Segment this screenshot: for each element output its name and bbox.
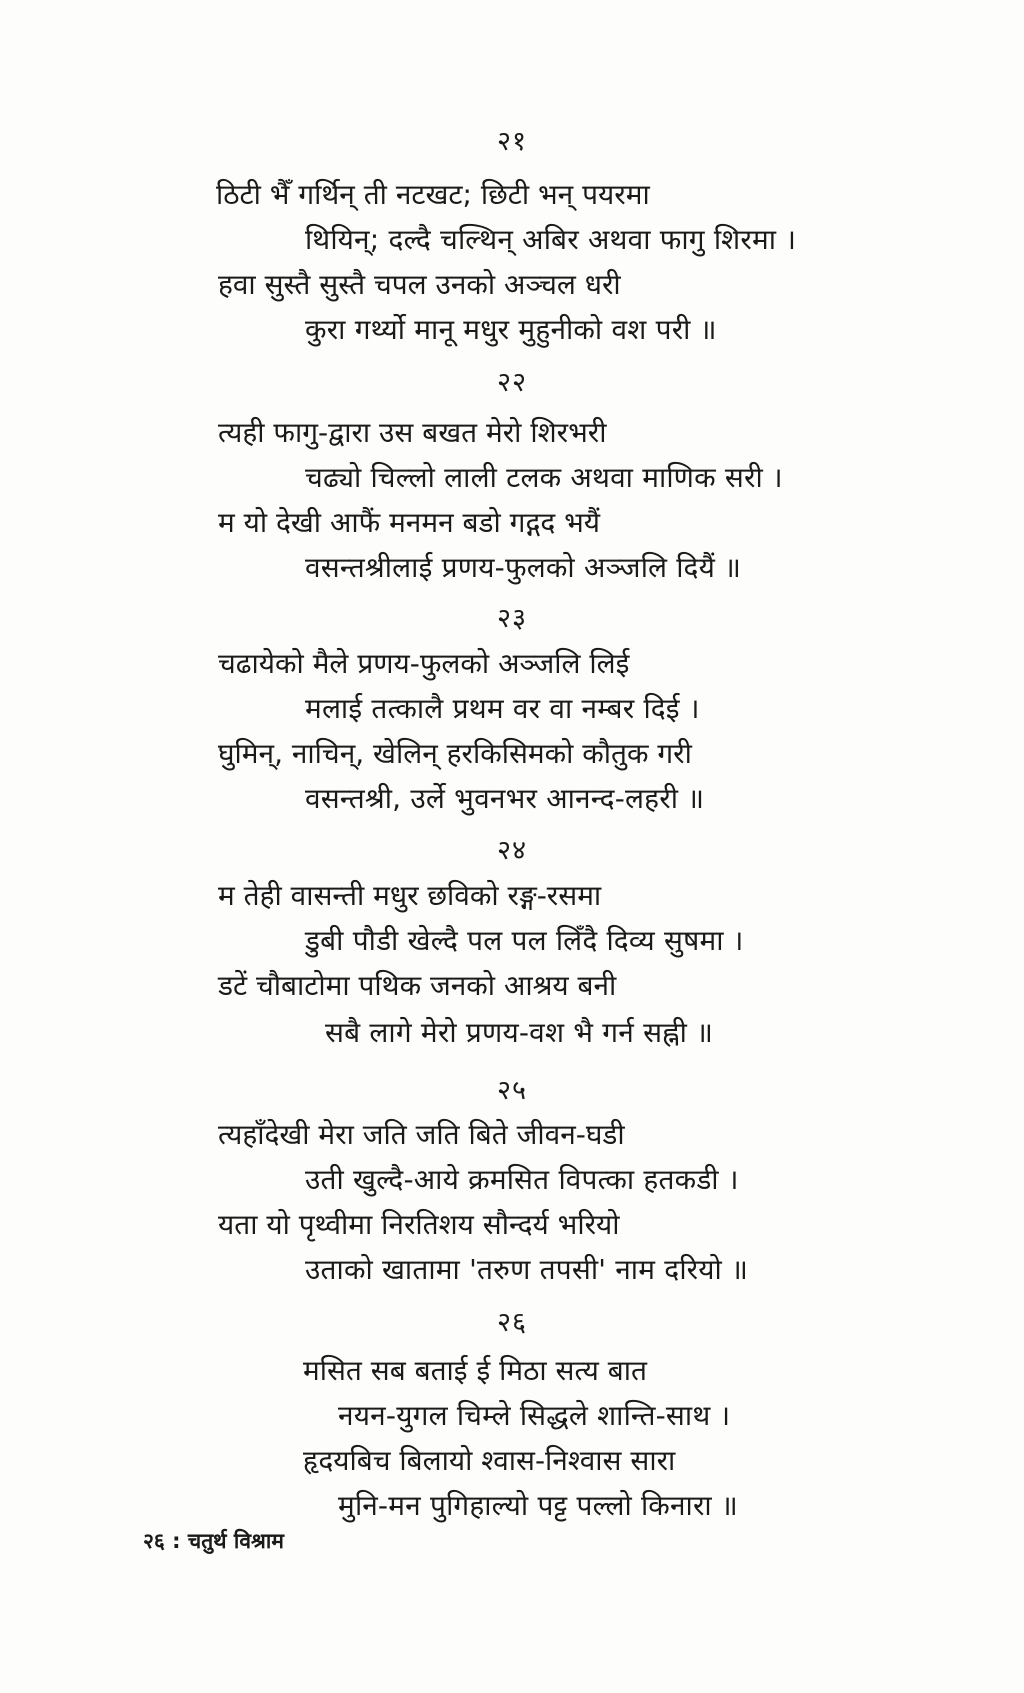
verse-22-line-3: म यो देखी आफैं मनमन बडो गद्गद भयैं <box>218 506 601 539</box>
verse-number-22: २२ <box>496 367 528 398</box>
verse-25-line-2: उती खुल्दै-आये क्रमसित विपत्का हतकडी । <box>305 1163 739 1196</box>
verse-25-line-4: उताको खातामा 'तरुण तपसी' नाम दरियो ॥ <box>305 1253 749 1286</box>
verse-22-line-2: चढ्यो चिल्लो लाली टलक अथवा माणिक सरी । <box>305 461 783 494</box>
verse-23-line-3: घुमिन्, नाचिन्, खेलिन् हरकिसिमको कौतुक गरी <box>218 737 692 770</box>
verse-22-line-4: वसन्तश्रीलाई प्रणय-फुलको अञ्जलि दियैं ॥ <box>305 551 742 584</box>
verse-22-line-1: त्यही फागु-द्वारा उस बखत मेरो शिरभरी <box>218 416 607 449</box>
verse-number-25: २५ <box>496 1075 528 1106</box>
verse-23-line-1: चढायेको मैले प्रणय-फुलको अञ्जलि लिई <box>218 647 630 680</box>
verse-number-24: २४ <box>496 835 528 866</box>
verse-26-line-3: हृदयबिच बिलायो श्वास-निश्वास सारा <box>303 1444 676 1477</box>
verse-26-line-4: मुनि-मन पुगिहाल्यो पट्ट पल्लो किनारा ॥ <box>338 1489 738 1522</box>
verse-number-21: २१ <box>496 126 528 157</box>
verse-24-line-1: म तेही वासन्ती मधुर छविको रङ्ग-रसमा <box>218 879 602 912</box>
verse-21-line-1: ठिटी भैँ गर्थिन् ती नटखट; छिटी भन् पयरमा <box>216 178 650 211</box>
verse-23-line-4: वसन्तश्री, उर्ले भुवनभर आनन्द-लहरी ॥ <box>305 782 705 815</box>
verse-number-26: २६ <box>496 1307 528 1338</box>
verse-21-line-2: थियिन्; दल्दै चल्थिन् अबिर अथवा फागु शिरमा । <box>305 223 797 256</box>
verse-23-line-2: मलाई तत्कालै प्रथम वर वा नम्बर दिई । <box>305 692 700 725</box>
verse-24-line-3: डटें चौबाटोमा पथिक जनको आश्रय बनी <box>218 969 617 1002</box>
verse-26-line-2: नयन-युगल चिम्ले सिद्धले शान्ति-साथ । <box>338 1399 731 1432</box>
verse-24-line-2: डुबी पौडी खेल्दै पल पल लिँदै दिव्य सुषमा । <box>305 924 744 957</box>
verse-25-line-1: त्यहाँदेखी मेरा जति जति बिते जीवन-घडी <box>218 1118 625 1151</box>
verse-25-line-3: यता यो पृथ्वीमा निरतिशय सौन्दर्य भरियो <box>218 1208 620 1241</box>
verse-24-line-4: सबै लागे मेरो प्रणय-वश भै गर्न सह्नी ॥ <box>325 1016 714 1049</box>
page-footer: २६ : चतुर्थ विश्राम <box>143 1529 284 1553</box>
verse-number-23: २३ <box>496 603 528 634</box>
verse-21-line-3: हवा सुस्तै सुस्तै चपल उनको अञ्चल धरी <box>218 268 621 301</box>
verse-21-line-4: कुरा गर्थ्यो मानू मधुर मुहुनीको वश परी ॥ <box>305 313 717 346</box>
verse-26-line-1: मसित सब बताई ई मिठा सत्य बात <box>303 1354 647 1387</box>
